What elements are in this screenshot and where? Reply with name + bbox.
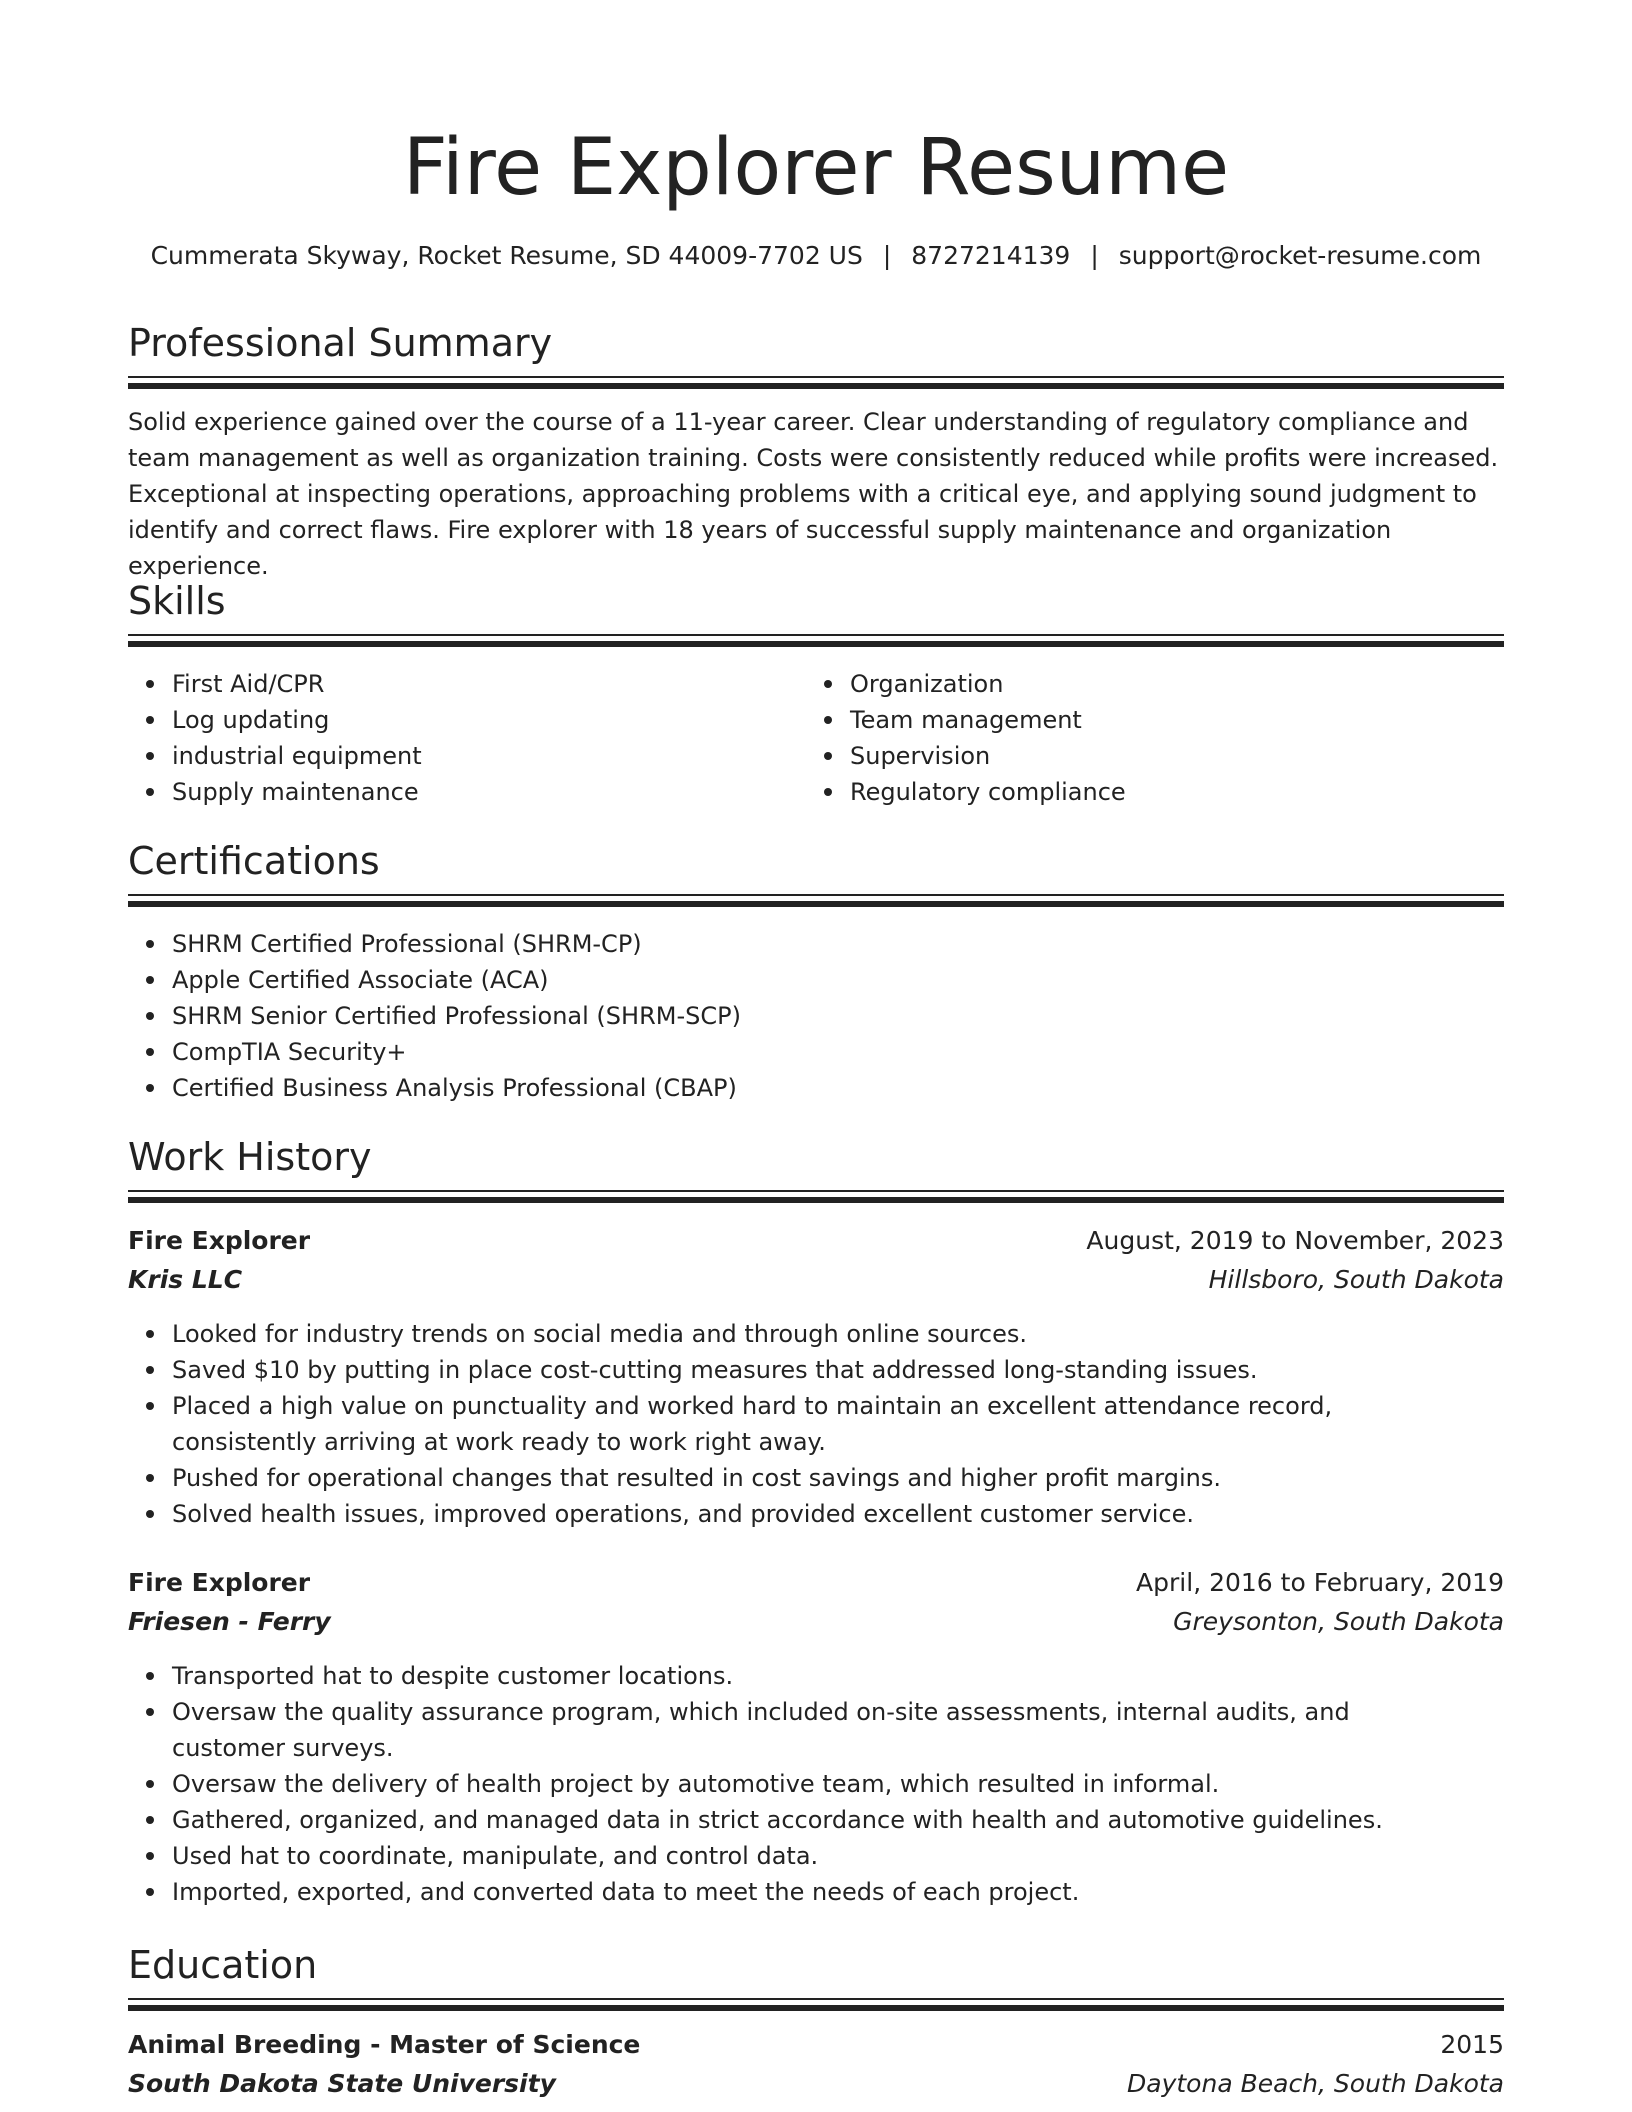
contact-line [128, 236, 1504, 276]
certifications-heading: Certifications [128, 839, 380, 883]
section-divider [128, 634, 1504, 648]
contact-separator: | [882, 241, 892, 270]
education-year: 2015 [1440, 2030, 1504, 2059]
contact-phone[interactable]: 8727214139 [911, 241, 1071, 270]
resume-title: Fire Explorer Resume [402, 123, 1230, 213]
certification-item: CompTIA Security+ [172, 1034, 1504, 1070]
job-bullet: Oversaw the quality assurance program, which included on-site assessments, internal audits, and customer surveys. [172, 1694, 1462, 1766]
section-divider [128, 1190, 1504, 1204]
job-bullet: Imported, exported, and converted data to meet the needs of each project. [172, 1874, 1462, 1910]
job-bullet: Saved $10 by putting in place cost-cutting measures that addressed long-standing issues. [172, 1352, 1462, 1388]
job-location: Greysonton, South Dakota [1173, 1607, 1504, 1636]
skill-item: industrial equipment [172, 738, 812, 774]
certification-item: Apple Certified Associate (ACA) [172, 962, 1504, 998]
job-bullet: Transported hat to despite customer locations. [172, 1658, 1462, 1694]
job-bullet: Used hat to coordinate, manipulate, and control data. [172, 1838, 1462, 1874]
skill-item: Team management [850, 702, 1490, 738]
work-history-heading: Work History [128, 1135, 372, 1179]
education-school: South Dakota State University [128, 2069, 556, 2098]
skills-heading: Skills [128, 579, 226, 623]
job-location: Hillsboro, South Dakota [1208, 1265, 1504, 1294]
skills-list-right [806, 666, 1490, 810]
job-dates: August, 2019 to November, 2023 [1086, 1226, 1504, 1255]
contact-address: Cummerata Skyway, Rocket Resume, SD 44009-7702 US [150, 241, 863, 270]
job-company: Friesen - Ferry [128, 1607, 331, 1636]
job-dates: April, 2016 to February, 2019 [1136, 1568, 1504, 1597]
skill-item: First Aid/CPR [172, 666, 812, 702]
certification-item: SHRM Senior Certified Professional (SHRM-SCP) [172, 998, 1504, 1034]
skill-item: Organization [850, 666, 1490, 702]
contact-email[interactable]: support@rocket-resume.com [1118, 241, 1482, 270]
certification-item: SHRM Certified Professional (SHRM-CP) [172, 926, 1504, 962]
job-bullets [128, 1658, 1462, 1910]
education-degree: Animal Breeding - Master of Science [128, 2030, 641, 2059]
job-bullet: Looked for industry trends on social media and through online sources. [172, 1316, 1462, 1352]
job-bullet: Placed a high value on punctuality and worked hard to maintain an excellent attendance record, consistently arriving at work ready to work right away. [172, 1388, 1462, 1460]
summary-heading: Professional Summary [128, 321, 553, 365]
certifications-list [128, 926, 1504, 1106]
certification-item: Certified Business Analysis Professional (CBAP) [172, 1070, 1504, 1106]
job-title: Fire Explorer [128, 1568, 311, 1597]
education-location: Daytona Beach, South Dakota [1127, 2069, 1504, 2098]
skill-item: Supply maintenance [172, 774, 812, 810]
job-bullets [128, 1316, 1462, 1532]
job-bullet: Oversaw the delivery of health project by automotive team, which resulted in informal. [172, 1766, 1462, 1802]
summary-text: Solid experience gained over the course of a 11-year career. Clear understanding of regulatory compliance and team management as well as organization training. Costs were consistently reduced while profits were increased. Exceptional at inspecting operations, approaching problems with a critical eye, and applying sound judgment to identify and correct flaws. Fire explorer with 18 years of successful supply maintenance and organization experience. [128, 408, 1499, 580]
job-bullet: Gathered, organized, and managed data in strict accordance with health and automotive guidelines. [172, 1802, 1462, 1838]
skill-item: Supervision [850, 738, 1490, 774]
section-divider [128, 1998, 1504, 2012]
skill-item: Log updating [172, 702, 812, 738]
job-bullet: Solved health issues, improved operations, and provided excellent customer service. [172, 1496, 1462, 1532]
contact-separator: | [1090, 241, 1099, 270]
job-bullet: Pushed for operational changes that resulted in cost savings and higher profit margins. [172, 1460, 1462, 1496]
job-title: Fire Explorer [128, 1226, 311, 1255]
section-divider [128, 894, 1504, 908]
education-heading: Education [128, 1943, 318, 1987]
skill-item: Regulatory compliance [850, 774, 1490, 810]
section-divider [128, 376, 1504, 390]
job-company: Kris LLC [128, 1265, 243, 1294]
skills-list-left [128, 666, 812, 810]
